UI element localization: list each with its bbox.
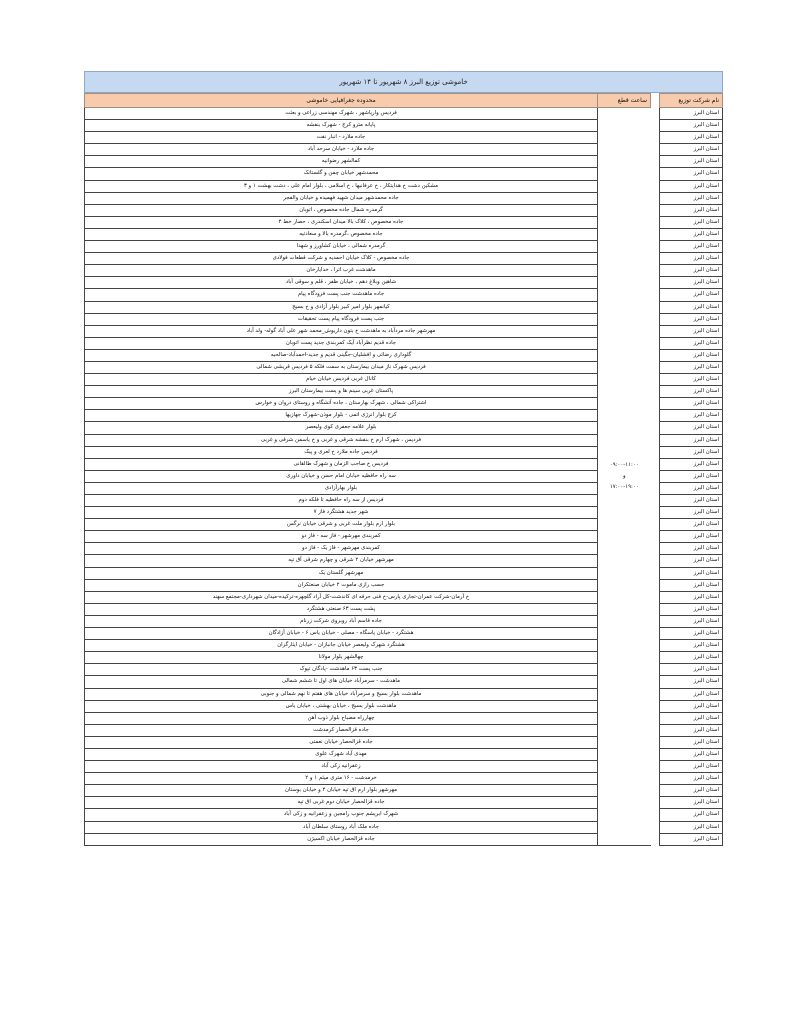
- column-gap: [651, 446, 660, 458]
- area-cell: زعفرانیه زکی آباد: [85, 761, 598, 773]
- column-gap: [651, 132, 660, 144]
- table-row: [85, 108, 723, 120]
- area-cell: جسب رازی ماموت ۲ خیابان صنعتکران: [85, 579, 598, 591]
- column-gap: [651, 761, 660, 773]
- company-cell: استان البرز: [660, 253, 723, 265]
- time-slot-line2: و: [622, 472, 626, 479]
- company-cell: استان البرز: [660, 132, 723, 144]
- area-cell: محمدشهر خیابان چمن و گلستانک: [85, 168, 598, 180]
- column-gap: [651, 325, 660, 337]
- area-cell: جاده قزالحصار خیابان نعمتی: [85, 736, 598, 748]
- area-cell: هشتگرد شهرک ولیعصر خیابان جانبازان - خیابان ایثارگران: [85, 640, 598, 652]
- area-cell: مهرشهر خیابان ۲ شرقی و چهارم شرقی آق تپه: [85, 555, 598, 567]
- column-gap: [651, 180, 660, 192]
- column-gap: [651, 349, 660, 361]
- area-cell: جاده قاسم آباد روبروی شرکت زرنام: [85, 615, 598, 627]
- column-gap: [651, 374, 660, 386]
- column-gap: [651, 531, 660, 543]
- company-cell: استان البرز: [660, 507, 723, 519]
- company-cell: استان البرز: [660, 640, 723, 652]
- company-cell: استان البرز: [660, 712, 723, 724]
- column-gap: [651, 495, 660, 507]
- company-cell: استان البرز: [660, 337, 723, 349]
- column-gap: [651, 192, 660, 204]
- area-cell: کمربندی مهرشهر - فاز سه - فاز دو: [85, 531, 598, 543]
- company-cell: استان البرز: [660, 736, 723, 748]
- area-cell: ماهدشت بلوار بسیج ، خیابان بهشتی ، خیابان یاس: [85, 700, 598, 712]
- company-cell: استان البرز: [660, 676, 723, 688]
- column-gap: [651, 204, 660, 216]
- area-cell: فردیس از سه راه حافظیه تا فلکه دوم: [85, 495, 598, 507]
- column-gap: [651, 108, 660, 120]
- area-cell: جاده قزالحصار کرمدشت: [85, 724, 598, 736]
- company-cell: استان البرز: [660, 833, 723, 845]
- company-cell: استان البرز: [660, 591, 723, 603]
- column-gap: [651, 422, 660, 434]
- column-gap: [651, 748, 660, 760]
- area-cell: سه راه حافظیه خیابان امام حسن و خیابان داوری: [85, 470, 598, 482]
- column-gap: [651, 482, 660, 494]
- area-cell: جاده مخصوص ، کلاک بالا میدان اسکندری ، حصار خط ۴: [85, 216, 598, 228]
- column-gap: [651, 664, 660, 676]
- company-cell: استان البرز: [660, 120, 723, 132]
- company-cell: استان البرز: [660, 664, 723, 676]
- area-cell: جاده محمدشهر میدان شهید فهمیده و خیابان والفجر: [85, 192, 598, 204]
- area-cell: چهارراه مصباح بلوار ذوب آهن: [85, 712, 598, 724]
- column-gap: [651, 144, 660, 156]
- area-cell: جاده قزالحصار خیابان دوم غربی اق تپه: [85, 797, 598, 809]
- company-cell: استان البرز: [660, 434, 723, 446]
- area-cell: مهدی آباد شهرک علوی: [85, 748, 598, 760]
- area-cell: ماهدشت - سرمرآباد خیابان های اول تا ششم شمالی: [85, 676, 598, 688]
- company-cell: استان البرز: [660, 410, 723, 422]
- company-cell: استان البرز: [660, 761, 723, 773]
- area-cell: جاده ملک آباد روستای سلطان آباد: [85, 821, 598, 833]
- area-cell: بلوار علامه جعفری کوی ولیعصر: [85, 422, 598, 434]
- company-cell: استان البرز: [660, 652, 723, 664]
- column-gap: [651, 821, 660, 833]
- column-gap: [651, 168, 660, 180]
- column-gap: [651, 567, 660, 579]
- area-cell: فردیس جاده ملارد خ لعری و پیک: [85, 446, 598, 458]
- area-cell: اشتراکی شمالی ، شهرک بهارستان ، جاده آتشگاه و روستای دروان و خوارس: [85, 398, 598, 410]
- company-cell: استان البرز: [660, 555, 723, 567]
- company-cell: استان البرز: [660, 724, 723, 736]
- column-gap: [651, 241, 660, 253]
- area-cell: شاهین وبلاغ دهم ، خیابان ظفر ، قلم و سوقی آباد: [85, 277, 598, 289]
- area-cell: گلوداری رضائی و افشلیان-جگینی قدیم و جدید-احمدآباد-صالحیه: [85, 349, 598, 361]
- header-row: [85, 94, 723, 108]
- area-cell: شهرک ابریشم جنوب رامجین و زعفرانیه و زکی آباد: [85, 809, 598, 821]
- area-cell: کانال غربی فردیس خیابان خیام: [85, 374, 598, 386]
- company-cell: استان البرز: [660, 628, 723, 640]
- area-cell: فردیس شهرک ناز میدان بیمارستان به سمت فلکه ۵ فردیس قریشی شمالی: [85, 361, 598, 373]
- company-cell: استان البرز: [660, 398, 723, 410]
- area-cell: فردیس ، شهرک ارم خ بنفشه شرقی و غربی و خ یاسمن شرقی و غربی: [85, 434, 598, 446]
- company-cell: استان البرز: [660, 615, 723, 627]
- column-gap: [651, 591, 660, 603]
- area-cell: جاده ماهدشت جنب پست فرودگاه پیام: [85, 289, 598, 301]
- area-cell: کیانمهر بلوار امیر کبیر بلوار آزادی و خ بسیج: [85, 301, 598, 313]
- company-cell: استان البرز: [660, 361, 723, 373]
- company-cell: استان البرز: [660, 470, 723, 482]
- area-cell: جاده قدیم نظرآباد آیک کمربندی جدید پست اتوبان: [85, 337, 598, 349]
- area-cell: مهرشهر بلوار ارم اق تپه خیابان ۴ و خیابان بوستان: [85, 785, 598, 797]
- company-cell: استان البرز: [660, 216, 723, 228]
- area-cell: بلوار ارم بلوار ملت غربی و شرقی خیابان نرگس: [85, 519, 598, 531]
- area-cell: فردیس وارپاشهر ، شهرک مهندسی زراعی و بعثت: [85, 108, 598, 120]
- company-cell: استان البرز: [660, 458, 723, 470]
- company-cell: استان البرز: [660, 204, 723, 216]
- outage-table: [84, 93, 723, 846]
- area-cell: فردیس خ صاحب الزمان و شهرک طالقانی: [85, 458, 598, 470]
- company-cell: استان البرز: [660, 156, 723, 168]
- column-gap: [651, 809, 660, 821]
- column-gap: [651, 833, 660, 845]
- company-cell: استان البرز: [660, 108, 723, 120]
- table-title: خاموشی توزیع البرز ۸ شهریور تا ۱۴ شهریور: [84, 71, 723, 93]
- area-cell: بلوار بهارآزادی: [85, 482, 598, 494]
- company-cell: استان البرز: [660, 809, 723, 821]
- company-cell: استان البرز: [660, 543, 723, 555]
- column-gap: [651, 277, 660, 289]
- area-cell: کمالشهر رضوانیه: [85, 156, 598, 168]
- time-slot-line3: ۱۷:۰۰-۱۹:۰۰: [609, 483, 639, 490]
- company-cell: استان البرز: [660, 603, 723, 615]
- column-gap: [651, 652, 660, 664]
- area-cell: کمربندی مهرشهر - فاز یک - فاز دو: [85, 543, 598, 555]
- area-cell: شهر جدید هشتگرد فاز ۷: [85, 507, 598, 519]
- area-cell: مهرشهر گلستان یک: [85, 567, 598, 579]
- company-cell: استان البرز: [660, 168, 723, 180]
- area-cell: جاده مخصوص ،گرمدره بالا و سعادتیه: [85, 228, 598, 240]
- column-gap: [651, 94, 660, 108]
- column-gap: [651, 386, 660, 398]
- area-cell: خ آرمان-شرکت عمران-تجاری پارس-خ فنی حرفه ای کاندشت-کل آراد گلچهره-ترکیده-میدان شهرداری-مجتمع سهند: [85, 591, 598, 603]
- company-cell: استان البرز: [660, 567, 723, 579]
- column-gap: [651, 676, 660, 688]
- company-cell: استان البرز: [660, 785, 723, 797]
- area-cell: ماهدشت بلوار بسیج و سرمرآباد خیابان های هفتم تا نهم شمالی و جنوبی: [85, 688, 598, 700]
- column-gap: [651, 470, 660, 482]
- column-gap: [651, 301, 660, 313]
- company-cell: استان البرز: [660, 688, 723, 700]
- company-cell: استان البرز: [660, 277, 723, 289]
- company-cell: استان البرز: [660, 700, 723, 712]
- company-cell: استان البرز: [660, 289, 723, 301]
- area-cell: جاده مخصوص - کلاک خیابان احمدیه و شرکت قطعات فولادی: [85, 253, 598, 265]
- column-gap: [651, 313, 660, 325]
- company-cell: استان البرز: [660, 519, 723, 531]
- company-cell: استان البرز: [660, 386, 723, 398]
- area-cell: جنب پست ۶۳ ماهدشت -پادگان تپوک: [85, 664, 598, 676]
- company-cell: استان البرز: [660, 301, 723, 313]
- column-gap: [651, 640, 660, 652]
- column-gap: [651, 265, 660, 277]
- column-gap: [651, 337, 660, 349]
- column-gap: [651, 289, 660, 301]
- company-cell: استان البرز: [660, 180, 723, 192]
- area-cell: جاده ملارد - خیابان سرحد آباد: [85, 144, 598, 156]
- company-cell: استان البرز: [660, 495, 723, 507]
- column-gap: [651, 228, 660, 240]
- company-cell: استان البرز: [660, 192, 723, 204]
- time-slot-cell: [598, 108, 651, 846]
- time-slot-line1: ۰۹:۰۰-۱۱:۰۰: [609, 461, 639, 468]
- column-gap: [651, 519, 660, 531]
- area-cell: هشتگرد - خیابان پاسگاه - مصلی - خیابان یاس ۶ - خیابان آزادگان: [85, 628, 598, 640]
- company-cell: استان البرز: [660, 446, 723, 458]
- company-cell: استان البرز: [660, 579, 723, 591]
- column-gap: [651, 615, 660, 627]
- area-cell: جاده قزالحصار خیابان اکسیژن: [85, 833, 598, 845]
- company-cell: استان البرز: [660, 482, 723, 494]
- company-cell: استان البرز: [660, 241, 723, 253]
- column-gap: [651, 700, 660, 712]
- column-gap: [651, 361, 660, 373]
- company-cell: استان البرز: [660, 374, 723, 386]
- area-cell: گرمدره شمال جاده مخصوص ، اتوبان: [85, 204, 598, 216]
- area-cell: جنب پست فرودگاه پیام پست تحقیقات: [85, 313, 598, 325]
- header-area: محدوده جغرافیایی خاموشی: [85, 94, 598, 108]
- company-cell: استان البرز: [660, 325, 723, 337]
- column-gap: [651, 688, 660, 700]
- column-gap: [651, 773, 660, 785]
- column-gap: [651, 434, 660, 446]
- column-gap: [651, 628, 660, 640]
- company-cell: استان البرز: [660, 228, 723, 240]
- column-gap: [651, 712, 660, 724]
- column-gap: [651, 253, 660, 265]
- area-cell: پشت پست ۶۳ صنعتی هشتگرد: [85, 603, 598, 615]
- company-cell: استان البرز: [660, 313, 723, 325]
- column-gap: [651, 120, 660, 132]
- area-cell: پایانه مترو کرج - شهرک بنفشه: [85, 120, 598, 132]
- company-cell: استان البرز: [660, 748, 723, 760]
- column-gap: [651, 156, 660, 168]
- company-cell: استان البرز: [660, 797, 723, 809]
- area-cell: چهالشهر بلوار مولانا: [85, 652, 598, 664]
- column-gap: [651, 543, 660, 555]
- column-gap: [651, 724, 660, 736]
- company-cell: استان البرز: [660, 773, 723, 785]
- area-cell: خرمدشت - ۱۶ متری میثم ۱ و ۲: [85, 773, 598, 785]
- company-cell: استان البرز: [660, 531, 723, 543]
- timetable-sheet: [84, 71, 723, 846]
- company-cell: استان البرز: [660, 144, 723, 156]
- area-cell: ماهدشت غرب اترا ، خدایارخان: [85, 265, 598, 277]
- column-gap: [651, 216, 660, 228]
- area-cell: مشکین دشت خ هدایتکار ، خ عرفانیها ، خ اسلامی ، بلوار امام علی ، دشت بهشت ۱ و ۳: [85, 180, 598, 192]
- column-gap: [651, 507, 660, 519]
- company-cell: استان البرز: [660, 422, 723, 434]
- column-gap: [651, 555, 660, 567]
- company-cell: استان البرز: [660, 265, 723, 277]
- column-gap: [651, 736, 660, 748]
- area-cell: پاکستان غربی سینم ها و پست بیمارستان البرز: [85, 386, 598, 398]
- column-gap: [651, 579, 660, 591]
- column-gap: [651, 458, 660, 470]
- column-gap: [651, 398, 660, 410]
- company-cell: استان البرز: [660, 821, 723, 833]
- area-cell: مهرشهر جاده مردآباد به ماهدشت خ بتون داریوش_محمد شهر علی آباد گوله- ولد آباد: [85, 325, 598, 337]
- column-gap: [651, 410, 660, 422]
- header-time: ساعت قطع: [598, 94, 651, 108]
- column-gap: [651, 797, 660, 809]
- company-cell: استان البرز: [660, 349, 723, 361]
- area-cell: جاده ملارد - انبار نفت: [85, 132, 598, 144]
- column-gap: [651, 603, 660, 615]
- header-company: نام شرکت توزیع: [660, 94, 723, 108]
- column-gap: [651, 785, 660, 797]
- area-cell: کرج بلوار انرژی اتمی - بلوار موذن-شهرک جهازیها: [85, 410, 598, 422]
- area-cell: گرمدره شمالی ، خیابان کشاورز و شهدا: [85, 241, 598, 253]
